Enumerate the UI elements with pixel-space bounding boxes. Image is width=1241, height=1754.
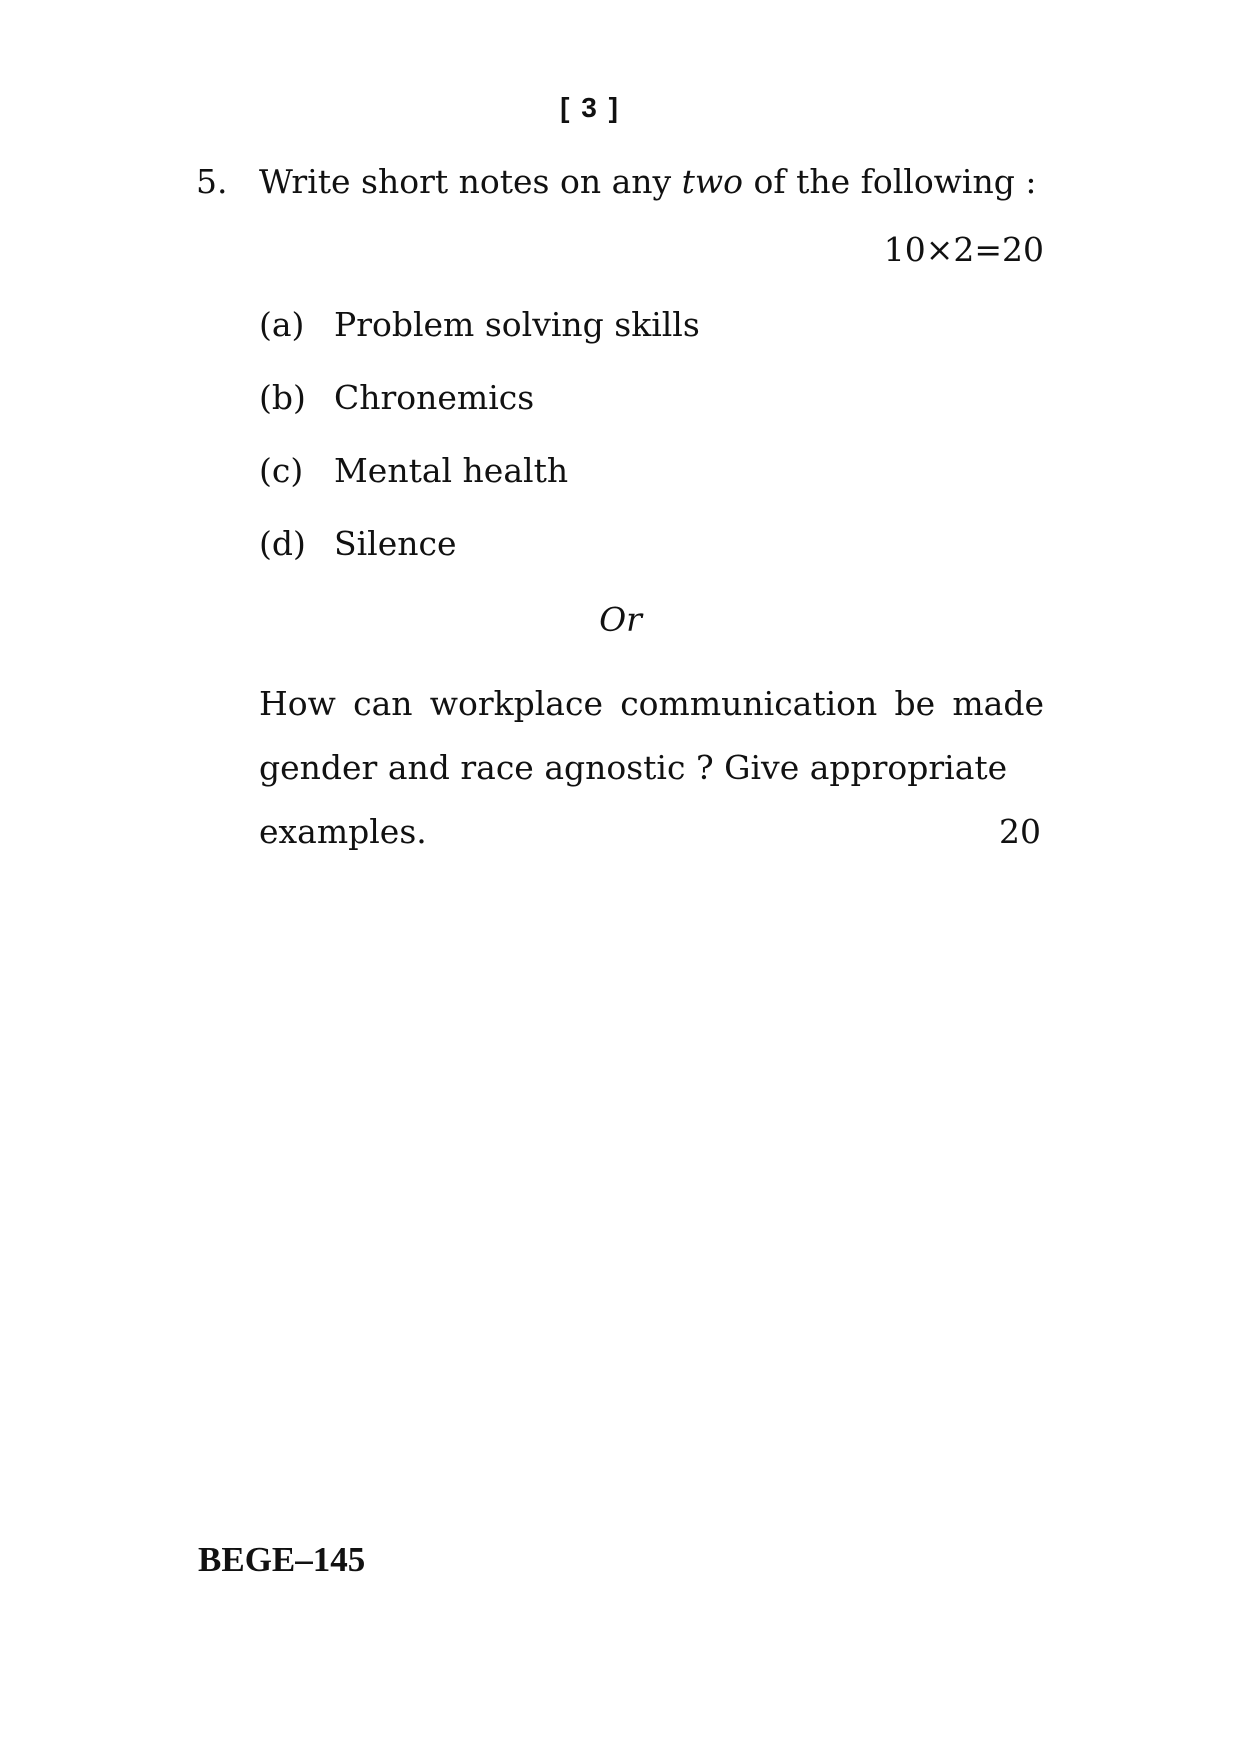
page-number: [ 3 ] [560, 92, 620, 123]
option-text: Silence [334, 524, 457, 563]
option-a [259, 305, 700, 344]
option-label: (c) [259, 451, 304, 490]
question-text [259, 162, 1036, 201]
option-c [259, 451, 568, 490]
question-text-end: of the following : [743, 162, 1037, 201]
option-text: Mental health [334, 451, 569, 490]
question-number: 5. [196, 162, 228, 201]
course-code: BEGE–145 [198, 1540, 366, 1579]
alternative-question-end: examples. [259, 812, 427, 851]
option-text: Problem solving skills [334, 305, 700, 344]
alternative-marks: 20 [999, 812, 1041, 851]
question-text-emphasis: two [681, 162, 744, 201]
question-marks: 10×2=20 [883, 230, 1044, 269]
option-b [259, 378, 534, 417]
option-d [259, 524, 457, 563]
alternative-question: How can workplace communication be made gender and race agnostic ? Give appropriate [259, 684, 1044, 787]
option-text: Chronemics [334, 378, 535, 417]
question-text-start: Write short notes on any [259, 162, 682, 201]
or-separator: Or [599, 600, 642, 639]
option-label: (d) [259, 524, 306, 563]
option-label: (a) [259, 305, 305, 344]
option-label: (b) [259, 378, 306, 417]
